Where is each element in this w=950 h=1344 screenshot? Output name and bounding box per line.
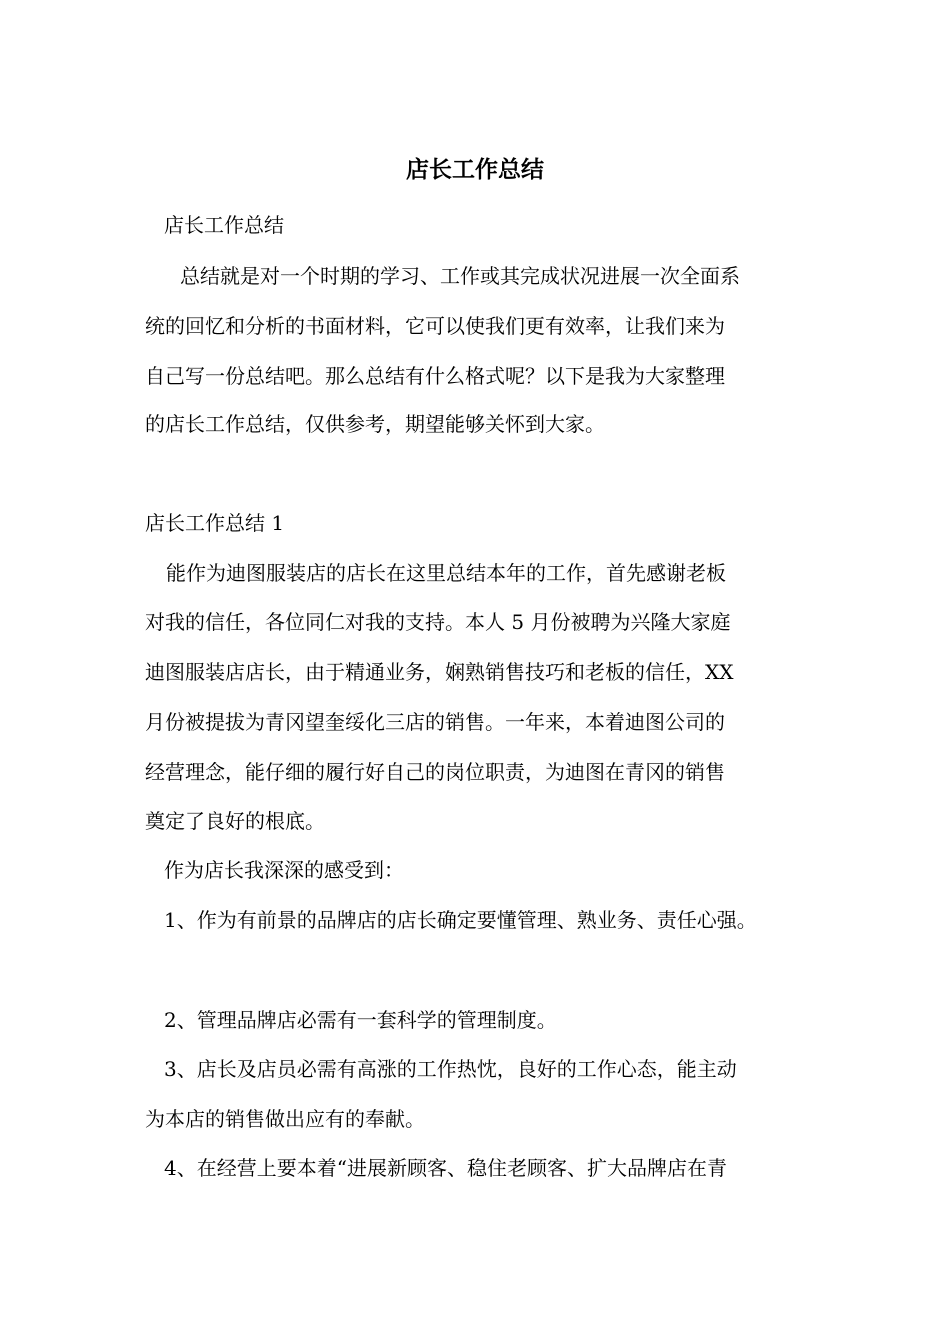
paragraph-line: 自己写一份总结吧。那么总结有什么格式呢？以下是我为大家整理: [145, 364, 725, 388]
list-item: 1、作为有前景的品牌店的店长确定要懂管理、熟业务、责任心强。: [164, 908, 757, 932]
section-heading: 店长工作总结 1: [145, 511, 285, 535]
list-item: 4、在经营上要本着“进展新顾客、稳住老顾客、扩大品牌店在青: [164, 1156, 727, 1180]
paragraph-line: 奠定了良好的根底。: [145, 809, 325, 833]
paragraph-line: 作为店长我深深的感受到：: [164, 858, 404, 882]
paragraph-line: 经营理念，能仔细的履行好自己的岗位职责，为迪图在青冈的销售: [145, 760, 725, 784]
list-item: 3、店长及店员必需有高涨的工作热忱，良好的工作心态，能主动: [164, 1057, 737, 1081]
paragraph-line: 的店长工作总结，仅供参考，期望能够关怀到大家。: [145, 412, 605, 436]
paragraph-line: 统的回忆和分析的书面材料，它可以使我们更有效率，让我们来为: [145, 314, 725, 338]
paragraph-line: 对我的信任，各位同仁对我的支持。本人 5 月份被聘为兴隆大家庭: [145, 610, 731, 634]
paragraph-line: 总结就是对一个时期的学习、工作或其完成状况进展一次全面系: [180, 264, 740, 288]
paragraph-line: 能作为迪图服装店的店长在这里总结本年的工作，首先感谢老板: [166, 561, 726, 585]
document-title: 店长工作总结: [406, 156, 544, 183]
paragraph-line: 店长工作总结: [164, 213, 284, 237]
paragraph-line: 迪图服装店店长，由于精通业务，娴熟销售技巧和老板的信任，XX: [145, 660, 734, 684]
list-item: 2、管理品牌店必需有一套科学的管理制度。: [164, 1008, 557, 1032]
paragraph-line: 为本店的销售做出应有的奉献。: [145, 1107, 425, 1131]
paragraph-line: 月份被提拔为青冈望奎绥化三店的销售。一年来，本着迪图公司的: [145, 710, 725, 734]
